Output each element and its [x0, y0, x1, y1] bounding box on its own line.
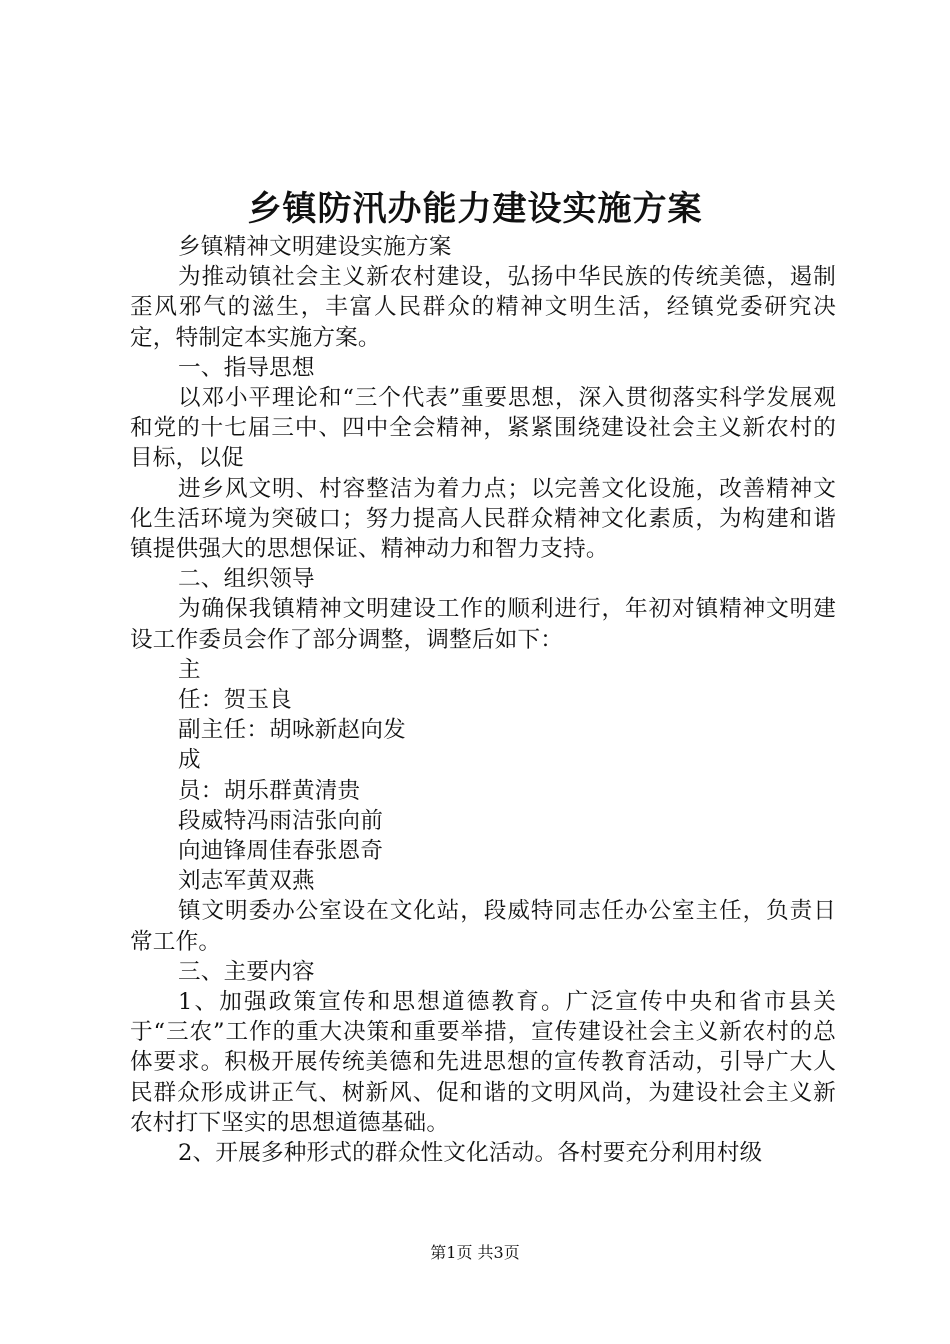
- document-title: 乡镇防汛办能力建设实施方案: [247, 189, 703, 229]
- paragraph: 为推动镇社会主义新农村建设，弘扬中华民族的传统美德，遏制歪风邪气的滋生，丰富人民群众的精神文明生活，经镇党委研究决定，特制定本实施方案。: [130, 264, 836, 351]
- paragraph: 2、开展多种形式的群众性文化活动。各村要充分利用村级: [178, 1140, 763, 1167]
- page-footer: 第1页 共3页: [430, 1243, 520, 1262]
- paragraph: 员：胡乐群黄清贵: [178, 777, 361, 804]
- section-heading: 一、指导思想: [178, 354, 315, 381]
- paragraph: 主: [178, 656, 201, 683]
- paragraph: 进乡风文明、村容整洁为着力点；以完善文化设施，改善精神文化生活环境为突破口；努力提高人民群众精神文化素质，为构建和谐镇提供强大的思想保证、精神动力和智力支持。: [130, 475, 836, 563]
- paragraph: 任：贺玉良: [178, 687, 292, 714]
- section-heading: 三、主要内容: [178, 958, 315, 985]
- paragraph: 刘志军黄双燕: [178, 868, 315, 895]
- paragraph: 为确保我镇精神文明建设工作的顺利进行，年初对镇精神文明建设工作委员会作了部分调整，调整后如下：: [130, 596, 836, 653]
- section-heading: 二、组织领导: [178, 566, 315, 593]
- paragraph: 成: [178, 747, 201, 774]
- document-body: [130, 232, 836, 1168]
- paragraph: 副主任：胡咏新赵向发: [178, 717, 406, 744]
- paragraph: 段威特冯雨洁张向前: [178, 807, 384, 834]
- paragraph: 乡镇精神文明建设实施方案: [178, 234, 452, 260]
- paragraph: 镇文明委办公室设在文化站，段威特同志任办公室主任，负责日常工作。: [130, 898, 836, 955]
- paragraph: 1、加强政策宣传和思想道德教育。广泛宣传中央和省市县关于“三农”工作的重大决策和重要举措，宣传建设社会主义新农村的总体要求。积极开展传统美德和先进思想的宣传教育活动，引导广大人民群众形成讲正气、树新风、促和谐的文明风尚，为建设社会主义新农村打下坚实的思想道德基础。: [130, 989, 836, 1136]
- paragraph: 向迪锋周佳春张恩奇: [178, 838, 384, 865]
- paragraph: 以邓小平理论和“三个代表”重要思想，深入贯彻落实科学发展观和党的十七届三中、四中全会精神，紧紧围绕建设社会主义新农村的目标，以促: [130, 385, 836, 472]
